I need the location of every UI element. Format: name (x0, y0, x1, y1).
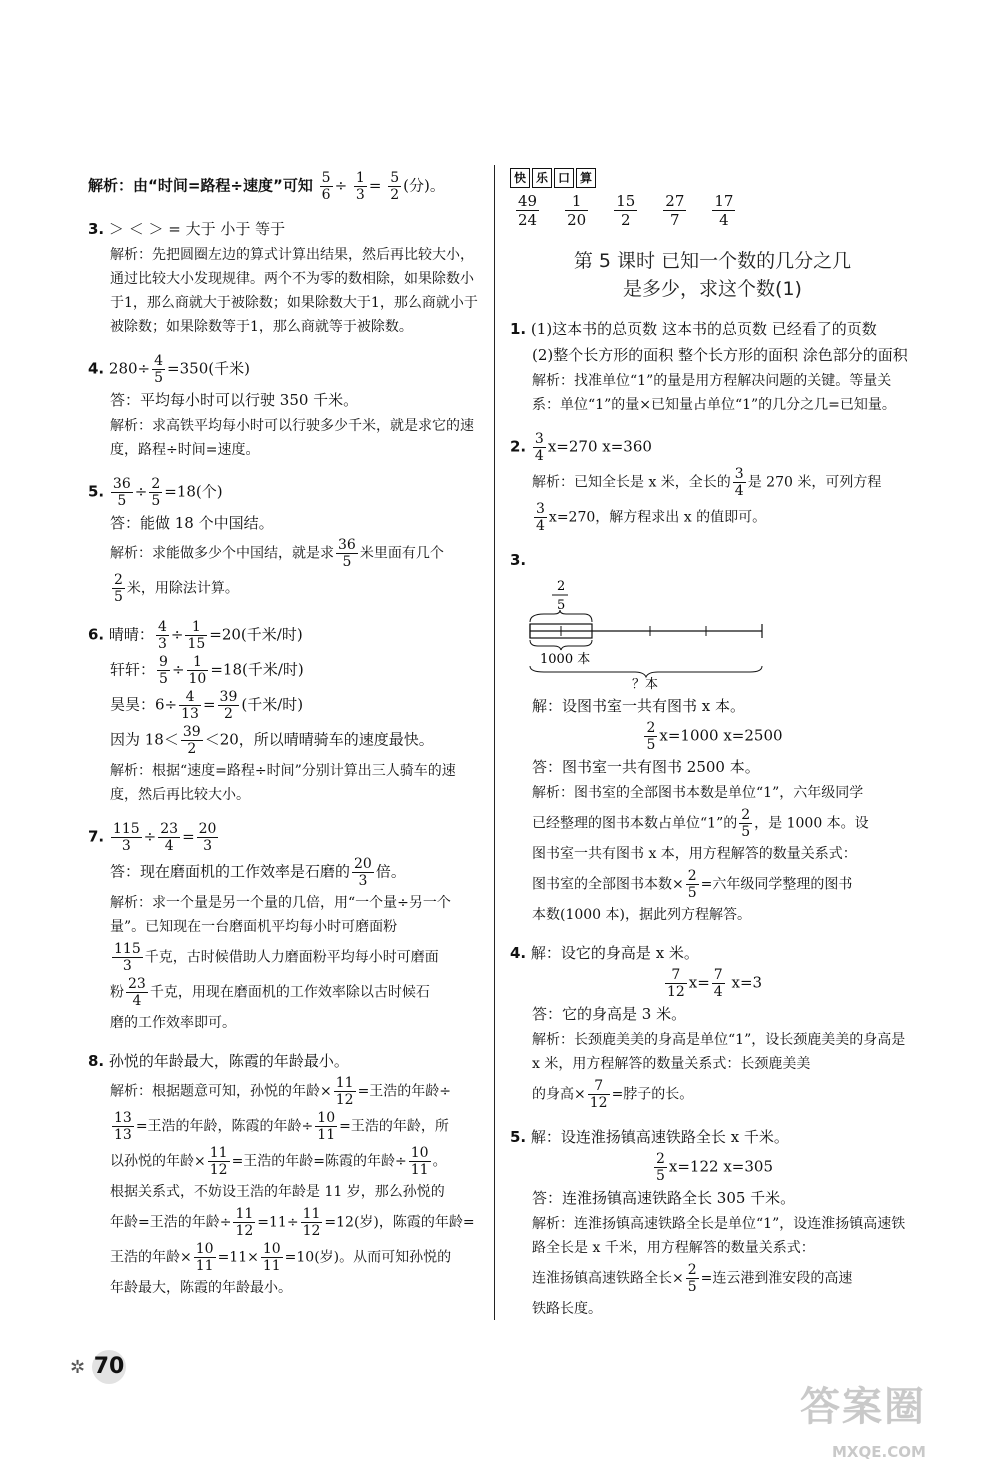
q3-label: 3. (510, 551, 527, 569)
diagram-fraction-bottom: 5 (557, 598, 566, 613)
bottom-brace-1000 (530, 640, 592, 650)
q4-solution: 4. 解：设它的身高是 x 米。 (510, 944, 699, 962)
q5-answer: 答：连淮扬镇高速铁路全长 305 千米。 (532, 1189, 796, 1207)
q5-explanation-2: $\frac{2}{5}$ 米，用除法计算。 (114, 572, 239, 605)
left-column (88, 168, 480, 1302)
q2-explanation: 解析：已知全长是 x 米，全长的 $\frac{3}{4}$ 是 270 米，可列方程 (532, 466, 882, 499)
q3-equation: $\frac{2}{5}$ x=1000 x=2500 (646, 720, 783, 753)
diagram-fraction-top: 2 (557, 579, 566, 594)
top-brace (530, 610, 592, 622)
q5-solution: 5. 解：设连淮扬镇高速铁路全长 x 千米。 (510, 1128, 789, 1146)
fraction: $\frac{5}{6}$ (321, 170, 331, 203)
q5-equation: $\frac{2}{5}$ x=122 x=305 (655, 1151, 773, 1184)
q2-explanation: 解析：由“时间=路程÷速度”可知 $\frac{5}{6}$ ÷ $\frac{1}{3}$ = $\frac{5}{2}$ (分)。 (88, 170, 445, 203)
q2-equation: 2. $\frac{3}{4}$ x=270 x=360 (510, 431, 652, 464)
q3-answer: 答：图书室一共有图书 2500 本。 (532, 758, 760, 776)
q4-answer: 答：它的身高是 3 米。 (532, 1005, 687, 1023)
right-column (510, 168, 915, 1323)
q4-explanation: 解析：长颈鹿美美的身高是单位“1”，设长颈鹿美美的身高是 x 米，用方程解答的数量关系式：长颈鹿美美 (532, 1032, 906, 1072)
q5-explanation-2: 连淮扬镇高速铁路全长× $\frac{2}{5}$ =连云港到淮安段的高速 (532, 1262, 853, 1295)
q2-explanation-2: $\frac{3}{4}$ x=270，解方程求出 x 的值即可。 (536, 501, 767, 534)
q3-explanation-2: 已经整理的图书本数占单位“1”的 $\frac{2}{5}$ ，是 1000 本。设 (532, 807, 869, 840)
q3-solution: 解：设图书室一共有图书 x 本。 (532, 697, 745, 715)
line-segment-diagram (524, 578, 915, 690)
diagram-1000-label: 1000 本 (540, 652, 591, 667)
q3-explanation-3: 图书室一共有图书 x 本，用方程解答的数量关系式： (532, 846, 857, 862)
kuaile-kousuan-label: 快 乐 口 算 (510, 168, 915, 188)
q3-explanation-4: 图书室的全部图书本数× $\frac{2}{5}$ =六年级同学整理的图书 (532, 868, 853, 901)
lesson-title: 第 5 课时 已知一个数的几分之几 是多少，求这个数(1) (573, 250, 852, 300)
q7-explanation-3: 粉 $\frac{23}{4}$ 千克，用现在磨面机的工作效率除以古时候石 (110, 976, 430, 1009)
q8-explanation-6: 王浩的年龄× $\frac{10}{11}$ =11× $\frac{10}{11}$ =10(岁)。从而可知孙悦的 (110, 1241, 452, 1274)
q7-explanation: 解析：求一个量是另一个量的几倍，用“一个量÷另一个量”。已知现在一台磨面机平均每小时可磨面粉 (110, 895, 451, 935)
q8-explanation-3: 以孙悦的年龄× $\frac{11}{12}$ =王浩的年龄=陈霞的年龄÷ $\frac{10}{11}$ 。 (110, 1145, 447, 1178)
q6-qingqing: 6. 晴晴： $\frac{4}{3}$ ÷ $\frac{1}{15}$ =20(千米/时) (88, 619, 303, 652)
q4-answer: 答：平均每小时可以行驶 350 千米。 (110, 391, 359, 409)
q6-xuanxuan: 轩轩： $\frac{9}{5}$ ÷ $\frac{1}{10}$ =18(千米/时) (110, 654, 304, 687)
q3-explanation: 解析：先把圆圈左边的算式计算出结果，然后再比较大小，通过比较大小发现规律。两个不为零的数相除，如果除数小于1，那么商就大于被除数；如果除数大于1，那么商就小于被除数；如果除数等于1，那么商就等于被除数。 (110, 247, 478, 335)
page-number: 70 (92, 1350, 126, 1384)
q8-explanation-4: 根据关系式，不妨设王浩的年龄是 11 岁，那么孙悦的 (110, 1184, 445, 1200)
q1-explanation: 解析：找准单位“1”的量是用方程解决问题的关键。等量关系：单位“1”的量×已知量占单位“1”的几分之几=已知量。 (532, 373, 896, 413)
q5-explanation: 解析：求能做多少个中国结，就是求 $\frac{36}{5}$ 米里面有几个 (110, 537, 444, 570)
diagram-total-label: ？本 (632, 677, 659, 690)
q5-explanation: 解析：连淮扬镇高速铁路全长是单位“1”，设连淮扬镇高速铁路全长是 x 千米，用方程解答的数量关系式： (532, 1216, 906, 1256)
q3-explanation-5: 本数(1000 本)，据此列方程解答。 (532, 907, 752, 923)
mental-math-answers: $\frac{49}{24}$ $\frac{1}{20}$ $\frac{15}{2}$ $\frac{27}{7}$ $\frac{17}{4}$ (518, 192, 734, 229)
q6-haohao: 昊昊：6÷ $\frac{4}{13}$ = $\frac{39}{2}$ (千米/时) (110, 689, 304, 722)
watermark-logo: 答案圈 (800, 1384, 926, 1430)
q7-explanation-2: $\frac{115}{3}$ 千克，古时候借助人力磨面粉平均每小时可磨面 (114, 941, 439, 974)
fraction: $\frac{36}{5}$ (112, 476, 131, 509)
q3-explanation: 解析：图书室的全部图书本数是单位“1”，六年级同学 (532, 785, 864, 801)
q8-answer: 8. 孙悦的年龄最大，陈霞的年龄最小。 (88, 1052, 349, 1070)
column-divider (494, 165, 495, 1320)
q7-equation: 7. $\frac{115}{3}$ ÷ $\frac{23}{4}$ = $\frac{20}{3}$ (88, 821, 217, 854)
q5-explanation-3: 铁路长度。 (532, 1301, 602, 1317)
fraction: $\frac{4}{5}$ (154, 353, 164, 386)
star-icon: ✲ (70, 1357, 86, 1378)
q6-compare: 因为 18＜ $\frac{39}{2}$ ＜20，所以晴晴骑车的速度最快。 (110, 724, 434, 757)
fraction: $\frac{2}{5}$ (114, 572, 123, 605)
fraction: $\frac{2}{5}$ (151, 476, 161, 509)
fraction: $\frac{5}{2}$ (390, 170, 400, 203)
q8-explanation-2: $\frac{13}{13}$ =王浩的年龄，陈霞的年龄÷ $\frac{10}{11}$ =王浩的年龄，所 (114, 1110, 449, 1143)
q8-explanation-5: 年龄=王浩的年龄÷ $\frac{11}{12}$ =11÷ $\frac{11}{12}$ =12(岁)，陈霞的年龄= (110, 1206, 475, 1239)
q3-answer: 3. ＞ ＜ ＞ = 大于 小于 等于 (88, 220, 286, 238)
q4-equation: $\frac{7}{12}$ x= $\frac{7}{4}$ x=3 (666, 967, 763, 1000)
q4-explanation-2: 的身高× $\frac{7}{12}$ =脖子的长。 (532, 1078, 694, 1111)
q5-answer: 答：能做 18 个中国结。 (110, 514, 274, 532)
q4-equation: 4. 280÷ $\frac{4}{5}$ =350(千米) (88, 353, 250, 386)
q7-answer: 答：现在磨面机的工作效率是石磨的 $\frac{20}{3}$ 倍。 (110, 856, 406, 889)
q7-explanation-4: 磨的工作效率即可。 (110, 1015, 236, 1031)
bottom-brace-total (530, 666, 762, 677)
q5-equation: 5. $\frac{36}{5}$ ÷ $\frac{2}{5}$ =18(个) (88, 476, 223, 509)
q6-explanation: 解析：根据“速度=路程÷时间”分别计算出三人骑车的速度，然后再比较大小。 (110, 763, 456, 803)
q1-answer: 1. (1)这本书的总页数 这本书的总页数 已经看了的页数 (510, 320, 877, 338)
q8-explanation-1: 解析：根据题意可知，孙悦的年龄× $\frac{11}{12}$ =王浩的年龄÷ (110, 1075, 452, 1108)
segment-diagram-svg (524, 578, 784, 690)
fraction: $\frac{36}{5}$ (338, 537, 356, 570)
fraction: $\frac{1}{3}$ (355, 170, 365, 203)
q1-answer-2: (2)整个长方形的面积 整个长方形的面积 涂色部分的面积 (532, 346, 908, 364)
q8-explanation-7: 年龄最大，陈霞的年龄最小。 (110, 1280, 292, 1296)
q4-explanation: 解析：求高铁平均每小时可以行驶多少千米，就是求它的速度，路程÷时间=速度。 (110, 418, 474, 458)
watermark-url: MXQE.COM (832, 1443, 926, 1461)
